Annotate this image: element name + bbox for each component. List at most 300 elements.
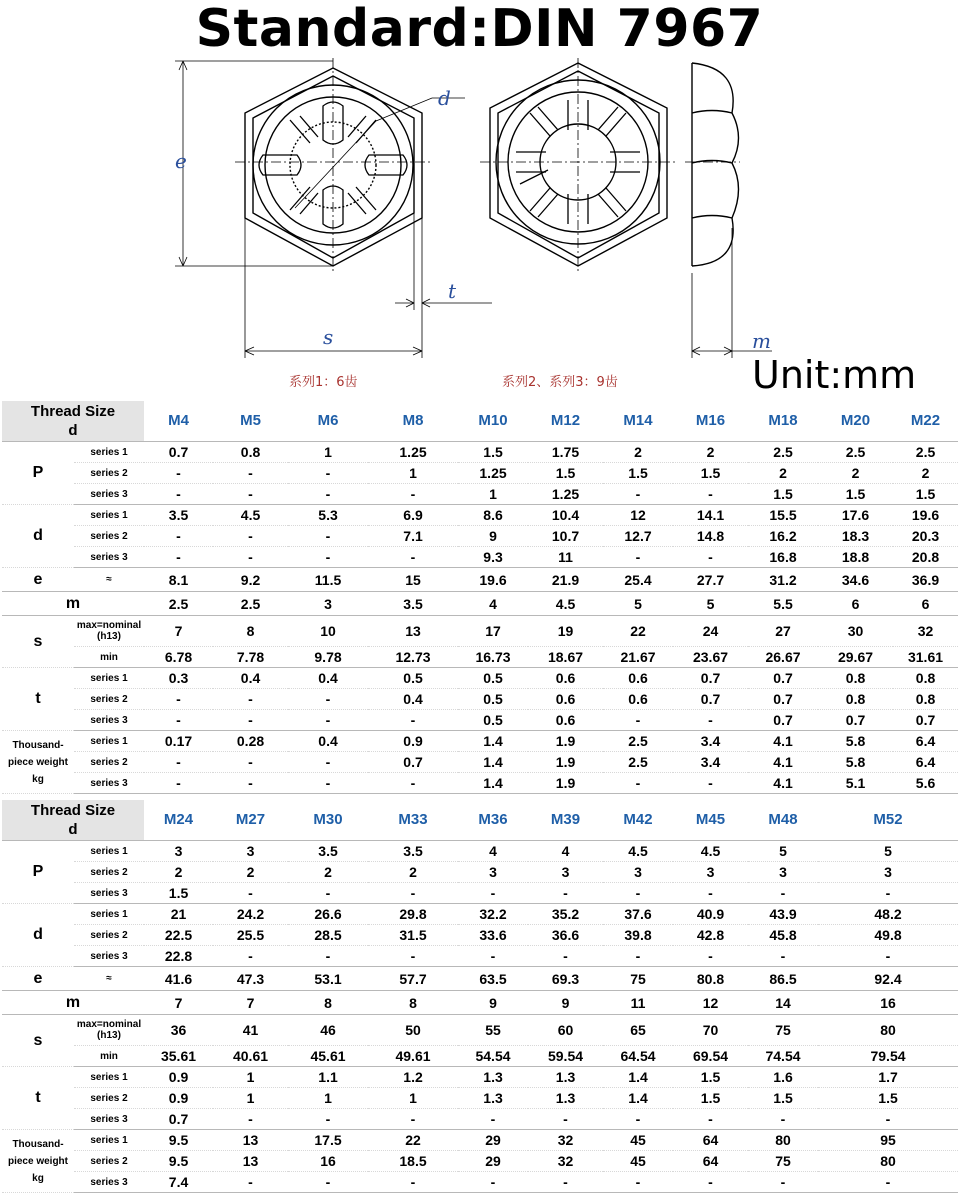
value-cell: 40.9 <box>673 904 748 925</box>
value-cell: - <box>368 773 458 794</box>
value-cell: 1.4 <box>458 731 528 752</box>
value-cell: - <box>213 1109 288 1130</box>
value-cell: - <box>603 710 673 731</box>
value-cell: 8.6 <box>458 505 528 526</box>
value-cell: - <box>144 710 213 731</box>
header-row <box>2 800 958 841</box>
value-cell: 29 <box>458 1130 528 1151</box>
value-cell: 0.8 <box>213 442 288 463</box>
technical-drawing <box>0 58 959 400</box>
value-cell: - <box>144 526 213 547</box>
value-cell: 32 <box>528 1151 603 1172</box>
value-cell: 1.9 <box>528 752 603 773</box>
series-label: series 1 <box>74 442 144 463</box>
value-cell: 1.4 <box>458 752 528 773</box>
value-cell: - <box>528 883 603 904</box>
value-cell: 75 <box>748 1015 818 1046</box>
series-label: series 3 <box>74 484 144 505</box>
value-cell: 26.6 <box>288 904 368 925</box>
value-cell: 11 <box>528 547 603 568</box>
size-header-cell: M20 <box>818 401 893 442</box>
value-cell: 1.4 <box>603 1067 673 1088</box>
table-row <box>2 1109 958 1130</box>
value-cell: 18.5 <box>368 1151 458 1172</box>
value-cell: 2 <box>288 862 368 883</box>
value-cell: 15 <box>368 568 458 592</box>
value-cell: - <box>528 1172 603 1193</box>
size-header-cell: M45 <box>673 800 748 841</box>
value-cell: 53.1 <box>288 967 368 991</box>
value-cell: 5.8 <box>818 752 893 773</box>
series-label: series 3 <box>74 710 144 731</box>
value-cell: - <box>213 547 288 568</box>
value-cell: - <box>458 1172 528 1193</box>
page-title: Standard:DIN 7967 <box>195 0 764 59</box>
series-label: series 2 <box>74 925 144 946</box>
value-cell: 54.54 <box>458 1046 528 1067</box>
value-cell: 4.1 <box>748 731 818 752</box>
table-row <box>2 904 958 925</box>
value-cell: 4.1 <box>748 773 818 794</box>
value-cell: 5.3 <box>288 505 368 526</box>
series-label: series 3 <box>74 946 144 967</box>
param-label-d: d <box>2 505 74 568</box>
table-row <box>2 862 958 883</box>
value-cell: 1.75 <box>528 442 603 463</box>
param-label-t: t <box>2 1067 74 1130</box>
value-cell: 69.3 <box>528 967 603 991</box>
value-cell: 65 <box>603 1015 673 1046</box>
size-header-cell: M18 <box>748 401 818 442</box>
value-cell: - <box>368 1109 458 1130</box>
value-cell: 1.3 <box>528 1088 603 1109</box>
value-cell: 24 <box>673 616 748 647</box>
value-cell: 40.61 <box>213 1046 288 1067</box>
series-label: series 1 <box>74 1067 144 1088</box>
value-cell: - <box>213 710 288 731</box>
value-cell: 86.5 <box>748 967 818 991</box>
value-cell: 8 <box>213 616 288 647</box>
dim-t-label: t <box>448 279 457 303</box>
value-cell: 24.2 <box>213 904 288 925</box>
value-cell: 6.4 <box>893 752 958 773</box>
series-label: ≈ <box>74 967 144 991</box>
value-cell: 7 <box>144 616 213 647</box>
value-cell: 3 <box>673 862 748 883</box>
value-cell: 8 <box>368 991 458 1015</box>
value-cell: 8.1 <box>144 568 213 592</box>
value-cell: 3 <box>818 862 958 883</box>
series-label: series 1 <box>74 841 144 862</box>
table-row <box>2 731 958 752</box>
series-label: series 3 <box>74 773 144 794</box>
value-cell: 9.3 <box>458 547 528 568</box>
value-cell: 64 <box>673 1130 748 1151</box>
value-cell: - <box>213 526 288 547</box>
value-cell: - <box>368 883 458 904</box>
value-cell: 3.4 <box>673 752 748 773</box>
value-cell: 16.8 <box>748 547 818 568</box>
value-cell: 2.5 <box>748 442 818 463</box>
value-cell: 1.9 <box>528 773 603 794</box>
size-header-cell: M27 <box>213 800 288 841</box>
value-cell: - <box>603 1109 673 1130</box>
value-cell: - <box>748 946 818 967</box>
value-cell: 5.1 <box>818 773 893 794</box>
value-cell: 27.7 <box>673 568 748 592</box>
table-row <box>2 689 958 710</box>
table-row <box>2 946 958 967</box>
value-cell: 23.67 <box>673 647 748 668</box>
value-cell: - <box>213 752 288 773</box>
value-cell: 5 <box>748 841 818 862</box>
value-cell: 22.8 <box>144 946 213 967</box>
value-cell: 1.4 <box>458 773 528 794</box>
series-label: min <box>74 647 144 668</box>
value-cell: 4.5 <box>213 505 288 526</box>
value-cell: 45.8 <box>748 925 818 946</box>
value-cell: 18.3 <box>818 526 893 547</box>
value-cell: 0.7 <box>368 752 458 773</box>
value-cell: 4 <box>458 592 528 616</box>
value-cell: - <box>603 773 673 794</box>
value-cell: 19 <box>528 616 603 647</box>
value-cell: 3 <box>603 862 673 883</box>
value-cell: 17.5 <box>288 1130 368 1151</box>
value-cell: 45 <box>603 1130 673 1151</box>
value-cell: - <box>144 463 213 484</box>
value-cell: 0.5 <box>458 710 528 731</box>
value-cell: 13 <box>368 616 458 647</box>
value-cell: 36.6 <box>528 925 603 946</box>
value-cell: 16 <box>288 1151 368 1172</box>
value-cell: 49.61 <box>368 1046 458 1067</box>
value-cell: - <box>458 883 528 904</box>
value-cell: 21.67 <box>603 647 673 668</box>
value-cell: 32.2 <box>458 904 528 925</box>
value-cell: 1.9 <box>528 731 603 752</box>
value-cell: 2 <box>818 463 893 484</box>
value-cell: 29 <box>458 1151 528 1172</box>
value-cell: - <box>748 883 818 904</box>
value-cell: - <box>818 883 958 904</box>
value-cell: - <box>673 946 748 967</box>
value-cell: - <box>288 773 368 794</box>
value-cell: 31.2 <box>748 568 818 592</box>
value-cell: 0.4 <box>288 731 368 752</box>
value-cell: 1 <box>213 1088 288 1109</box>
value-cell: 80 <box>818 1015 958 1046</box>
value-cell: 1.1 <box>288 1067 368 1088</box>
value-cell: 3.4 <box>673 731 748 752</box>
value-cell: 74.54 <box>748 1046 818 1067</box>
param-label-e: e <box>2 568 74 592</box>
value-cell: 26.67 <box>748 647 818 668</box>
table-row <box>2 925 958 946</box>
value-cell: - <box>528 1109 603 1130</box>
value-cell: - <box>213 883 288 904</box>
value-cell: 1.25 <box>528 484 603 505</box>
value-cell: - <box>144 752 213 773</box>
size-header-cell: M6 <box>288 401 368 442</box>
value-cell: 0.8 <box>818 668 893 689</box>
value-cell: 2 <box>673 442 748 463</box>
size-header-cell: M30 <box>288 800 368 841</box>
dim-s-label: s <box>323 325 334 349</box>
thread-size-d-label: d <box>68 422 78 439</box>
value-cell: - <box>368 710 458 731</box>
value-cell: 3 <box>458 862 528 883</box>
value-cell: - <box>144 773 213 794</box>
value-cell: 80 <box>818 1151 958 1172</box>
value-cell: - <box>603 883 673 904</box>
series-label: series 2 <box>74 463 144 484</box>
value-cell: 1.5 <box>673 1088 748 1109</box>
value-cell: 29.67 <box>818 647 893 668</box>
thread-size-label: Thread Size <box>30 802 116 819</box>
value-cell: - <box>288 484 368 505</box>
table-row <box>2 547 958 568</box>
value-cell: 47.3 <box>213 967 288 991</box>
value-cell: 1.5 <box>603 463 673 484</box>
value-cell: 16 <box>818 991 958 1015</box>
series-label: series 3 <box>74 883 144 904</box>
table-row <box>2 1172 958 1193</box>
value-cell: 1.6 <box>748 1067 818 1088</box>
value-cell: 1.5 <box>458 442 528 463</box>
value-cell: 79.54 <box>818 1046 958 1067</box>
value-cell: 1 <box>288 1088 368 1109</box>
value-cell: 35.61 <box>144 1046 213 1067</box>
value-cell: 1.5 <box>528 463 603 484</box>
value-cell: - <box>673 484 748 505</box>
value-cell: 22 <box>368 1130 458 1151</box>
value-cell: 22.5 <box>144 925 213 946</box>
value-cell: 22 <box>603 616 673 647</box>
value-cell: 63.5 <box>458 967 528 991</box>
unit-label: Unit:mm <box>752 353 917 397</box>
value-cell: 0.5 <box>458 689 528 710</box>
value-cell: - <box>213 463 288 484</box>
series-label: series 1 <box>74 668 144 689</box>
value-cell: 4 <box>528 841 603 862</box>
value-cell: 16.2 <box>748 526 818 547</box>
value-cell: 14 <box>748 991 818 1015</box>
value-cell: 8 <box>288 991 368 1015</box>
value-cell: 31.61 <box>893 647 958 668</box>
value-cell: - <box>603 547 673 568</box>
value-cell: 0.3 <box>144 668 213 689</box>
value-cell: 1 <box>458 484 528 505</box>
value-cell: 0.8 <box>893 689 958 710</box>
value-cell: 9.5 <box>144 1151 213 1172</box>
table-row <box>2 1151 958 1172</box>
value-cell: 1.5 <box>144 883 213 904</box>
header-row <box>2 401 958 442</box>
size-header-cell: M16 <box>673 401 748 442</box>
table-row <box>2 616 958 647</box>
value-cell: 14.1 <box>673 505 748 526</box>
value-cell: 48.2 <box>818 904 958 925</box>
table-row <box>2 1015 958 1046</box>
param-label-e: e <box>2 967 74 991</box>
value-cell: 9 <box>458 526 528 547</box>
size-header-cell: M24 <box>144 800 213 841</box>
value-cell: - <box>528 946 603 967</box>
size-header-cell: M36 <box>458 800 528 841</box>
value-cell: - <box>213 689 288 710</box>
value-cell: 1 <box>368 463 458 484</box>
thread-size-header <box>2 401 144 442</box>
value-cell: 1 <box>213 1067 288 1088</box>
value-cell: 4.1 <box>748 752 818 773</box>
series-label: series 2 <box>74 1088 144 1109</box>
size-header-cell: M39 <box>528 800 603 841</box>
value-cell: 2 <box>144 862 213 883</box>
value-cell: 19.6 <box>458 568 528 592</box>
value-cell: 0.4 <box>288 668 368 689</box>
value-cell: 39.8 <box>603 925 673 946</box>
value-cell: 2 <box>748 463 818 484</box>
value-cell: 2.5 <box>603 731 673 752</box>
value-cell: 25.4 <box>603 568 673 592</box>
value-cell: 2.5 <box>603 752 673 773</box>
caption-series-1: 系列1：6齿 <box>289 375 358 390</box>
value-cell: 18.8 <box>818 547 893 568</box>
value-cell: 14.8 <box>673 526 748 547</box>
series-label: series 1 <box>74 731 144 752</box>
value-cell: 30 <box>818 616 893 647</box>
value-cell: 3.5 <box>288 841 368 862</box>
value-cell: 0.6 <box>528 689 603 710</box>
value-cell: 19.6 <box>893 505 958 526</box>
size-header-cell: M42 <box>603 800 673 841</box>
value-cell: 0.5 <box>368 668 458 689</box>
value-cell: 3 <box>288 592 368 616</box>
size-header-cell: M5 <box>213 401 288 442</box>
param-label-m: m <box>2 991 144 1015</box>
value-cell: 0.7 <box>893 710 958 731</box>
value-cell: 28.5 <box>288 925 368 946</box>
value-cell: 0.7 <box>818 710 893 731</box>
series-label: series 2 <box>74 526 144 547</box>
value-cell: 0.7 <box>144 1109 213 1130</box>
series-label: series 1 <box>74 505 144 526</box>
value-cell: 5 <box>818 841 958 862</box>
value-cell: 42.8 <box>673 925 748 946</box>
value-cell: - <box>673 547 748 568</box>
value-cell: 27 <box>748 616 818 647</box>
param-label-m: m <box>2 592 144 616</box>
value-cell: - <box>748 1172 818 1193</box>
value-cell: 80 <box>748 1130 818 1151</box>
value-cell: 3.5 <box>144 505 213 526</box>
value-cell: 0.17 <box>144 731 213 752</box>
value-cell: 55 <box>458 1015 528 1046</box>
value-cell: 64 <box>673 1151 748 1172</box>
table-row <box>2 1130 958 1151</box>
value-cell: 1.25 <box>458 463 528 484</box>
param-label-weight: Thousand-piece weight kg <box>2 731 74 794</box>
value-cell: 32 <box>893 616 958 647</box>
value-cell: 95 <box>818 1130 958 1151</box>
value-cell: 6 <box>893 592 958 616</box>
value-cell: 25.5 <box>213 925 288 946</box>
value-cell: - <box>288 1172 368 1193</box>
param-label-P: P <box>2 442 74 505</box>
value-cell: - <box>818 946 958 967</box>
value-cell: 2.5 <box>893 442 958 463</box>
value-cell: 15.5 <box>748 505 818 526</box>
value-cell: - <box>603 484 673 505</box>
value-cell: 45 <box>603 1151 673 1172</box>
series-label: series 2 <box>74 752 144 773</box>
value-cell: 0.9 <box>368 731 458 752</box>
dim-e-label: e <box>175 149 187 173</box>
value-cell: - <box>673 773 748 794</box>
table-row <box>2 752 958 773</box>
value-cell: - <box>213 484 288 505</box>
value-cell: 3 <box>748 862 818 883</box>
value-cell: 1.5 <box>748 1088 818 1109</box>
value-cell: 7 <box>213 991 288 1015</box>
table-row <box>2 568 958 592</box>
value-cell: 60 <box>528 1015 603 1046</box>
nut-front-view-9-teeth <box>490 63 667 266</box>
value-cell: - <box>288 526 368 547</box>
value-cell: - <box>673 883 748 904</box>
table-row <box>2 484 958 505</box>
value-cell: 2.5 <box>144 592 213 616</box>
size-header-cell: M10 <box>458 401 528 442</box>
value-cell: - <box>288 883 368 904</box>
value-cell: 20.3 <box>893 526 958 547</box>
value-cell: 3.5 <box>368 592 458 616</box>
value-cell: 57.7 <box>368 967 458 991</box>
series-label: min <box>74 1046 144 1067</box>
value-cell: 3 <box>528 862 603 883</box>
param-label-weight: Thousand-piece weight kg <box>2 1130 74 1193</box>
value-cell: - <box>288 946 368 967</box>
value-cell: - <box>368 1172 458 1193</box>
value-cell: - <box>213 773 288 794</box>
table-row <box>2 526 958 547</box>
table-row <box>2 668 958 689</box>
value-cell: 75 <box>603 967 673 991</box>
value-cell: 0.9 <box>144 1067 213 1088</box>
value-cell: 7.78 <box>213 647 288 668</box>
value-cell: 6 <box>818 592 893 616</box>
value-cell: 41 <box>213 1015 288 1046</box>
value-cell: - <box>748 1109 818 1130</box>
value-cell: 29.8 <box>368 904 458 925</box>
table-row <box>2 991 958 1015</box>
value-cell: 1.5 <box>748 484 818 505</box>
value-cell: - <box>213 1172 288 1193</box>
value-cell: 6.9 <box>368 505 458 526</box>
value-cell: 34.6 <box>818 568 893 592</box>
value-cell: 1.7 <box>818 1067 958 1088</box>
value-cell: 36 <box>144 1015 213 1046</box>
series-label: series 2 <box>74 689 144 710</box>
value-cell: 1.5 <box>673 463 748 484</box>
value-cell: 5 <box>603 592 673 616</box>
table-row <box>2 647 958 668</box>
value-cell: 17.6 <box>818 505 893 526</box>
table-row <box>2 967 958 991</box>
value-cell: 0.7 <box>144 442 213 463</box>
value-cell: 12 <box>673 991 748 1015</box>
